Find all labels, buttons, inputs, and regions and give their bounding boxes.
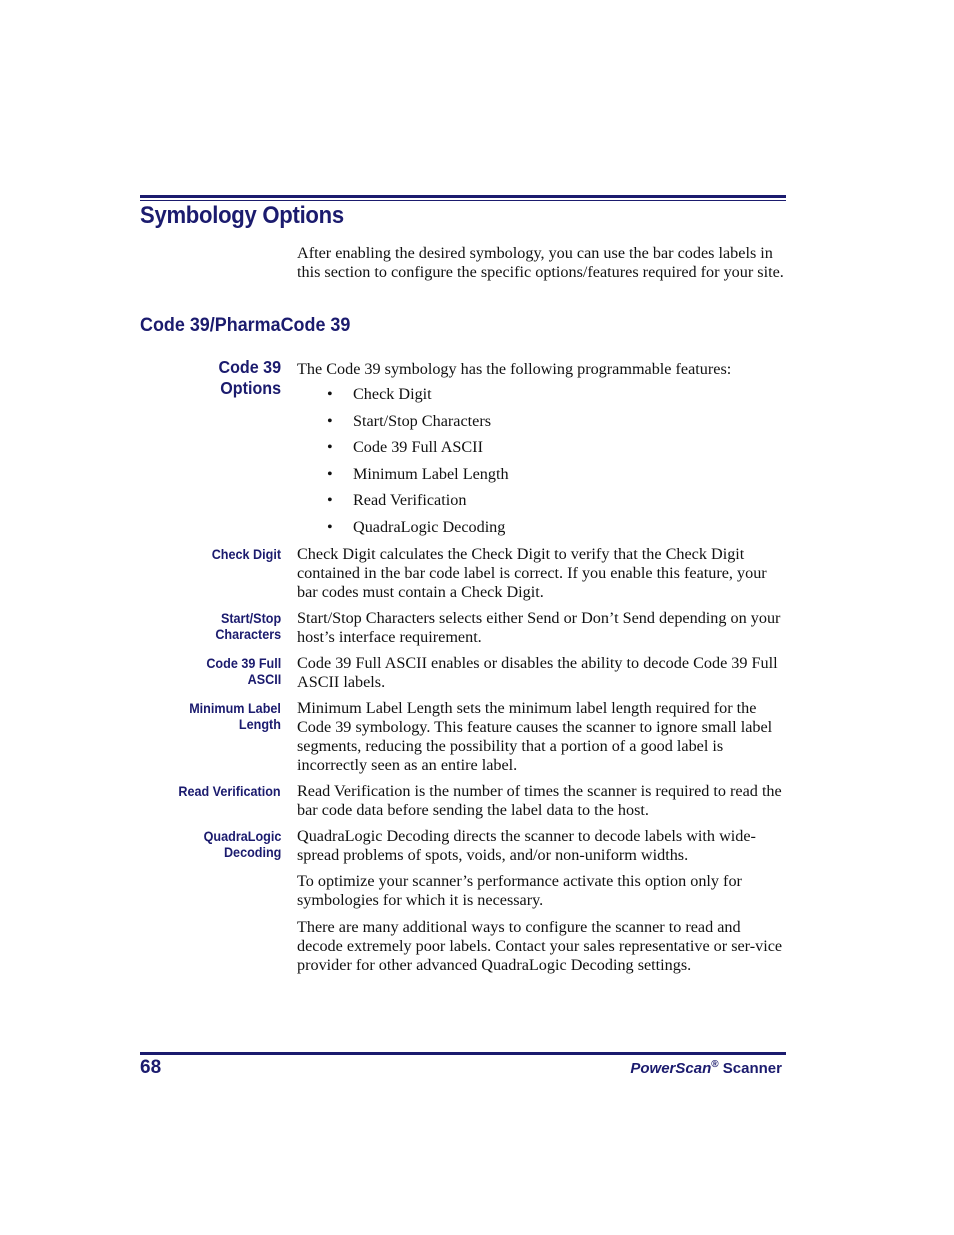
options-heading <box>218 357 281 399</box>
read-verification-heading: Read Verification <box>178 783 281 799</box>
start-stop-text: Start/Stop Characters selects either Send or Don’t Send depending on your host’s interface requirement. <box>297 609 781 646</box>
start-stop-heading-line1: Start/Stop <box>220 610 281 626</box>
subsection-title: Code 39/PharmaCode 39 <box>140 314 351 336</box>
options-heading-line2: Options <box>220 378 281 398</box>
full-ascii-heading-line2: ASCII <box>247 671 281 687</box>
registered-mark: ® <box>711 1059 719 1070</box>
min-length-text: Minimum Label Length sets the minimum label length required for the Code 39 symbology. This feature causes the scanner to ignore small label segments, reducing the possibility that a portion of a good label is incorrectly seen as an entire label. <box>297 699 773 774</box>
footer-suffix: Scanner <box>718 1060 782 1077</box>
list-item: • Code 39 Full ASCII <box>327 438 509 465</box>
full-ascii-heading <box>206 655 281 687</box>
full-ascii-text: Code 39 Full ASCII enables or disables the ability to decode Code 39 Full ASCII labels. <box>297 654 778 691</box>
min-length-heading <box>189 700 281 732</box>
section-title: Symbology Options <box>140 202 344 229</box>
quadralogic-text-2: To optimize your scanner’s performance activate this option only for symbologies for which it is necessary. <box>297 872 742 909</box>
quadralogic-text-1: QuadraLogic Decoding directs the scanner to decode labels with wide-spread problems of spots, voids, and/or non-uniform widths. <box>297 827 756 864</box>
start-stop-heading <box>215 610 281 642</box>
top-rule <box>140 195 786 202</box>
min-length-heading-line1: Minimum Label <box>189 700 281 716</box>
start-stop-heading-line2: Characters <box>215 626 281 642</box>
quadralogic-text-3: There are many additional ways to configure the scanner to read and decode extremely poor labels. Contact your sales representative or ser-vice provider for other advanced QuadraLogic Decoding settings. <box>297 918 783 974</box>
quadralogic-heading-line2: Decoding <box>223 844 281 860</box>
list-item: • Minimum Label Length <box>327 465 509 492</box>
list-item: • Check Digit <box>327 385 509 412</box>
page-number: 68 <box>140 1057 162 1078</box>
options-intro: The Code 39 symbology has the following programmable features: <box>297 360 732 378</box>
list-item: • QuadraLogic Decoding <box>327 518 509 545</box>
footer-title <box>630 1059 782 1077</box>
quadralogic-heading-line1: QuadraLogic <box>203 828 281 844</box>
min-length-heading-line2: Length <box>239 716 281 732</box>
feature-list <box>327 385 509 544</box>
options-heading-line1: Code 39 <box>218 357 281 377</box>
list-item: • Read Verification <box>327 491 509 518</box>
bottom-rule <box>140 1052 786 1055</box>
full-ascii-heading-line1: Code 39 Full <box>206 655 281 671</box>
check-digit-text: Check Digit calculates the Check Digit to verify that the Check Digit contained in the bar code label is correct. If you enable this feature, your bar codes must contain a Check Digit. <box>297 545 767 601</box>
quadralogic-heading <box>203 828 281 860</box>
check-digit-heading: Check Digit <box>211 546 281 562</box>
read-verification-text: Read Verification is the number of times the scanner is required to read the bar code data before sending the label data to the host. <box>297 782 782 819</box>
list-item: • Start/Stop Characters <box>327 412 509 439</box>
footer-product: PowerScan <box>630 1060 712 1077</box>
section-intro: After enabling the desired symbology, you can use the bar codes labels in this section to configure the specific options/features required for your site. <box>297 244 784 281</box>
